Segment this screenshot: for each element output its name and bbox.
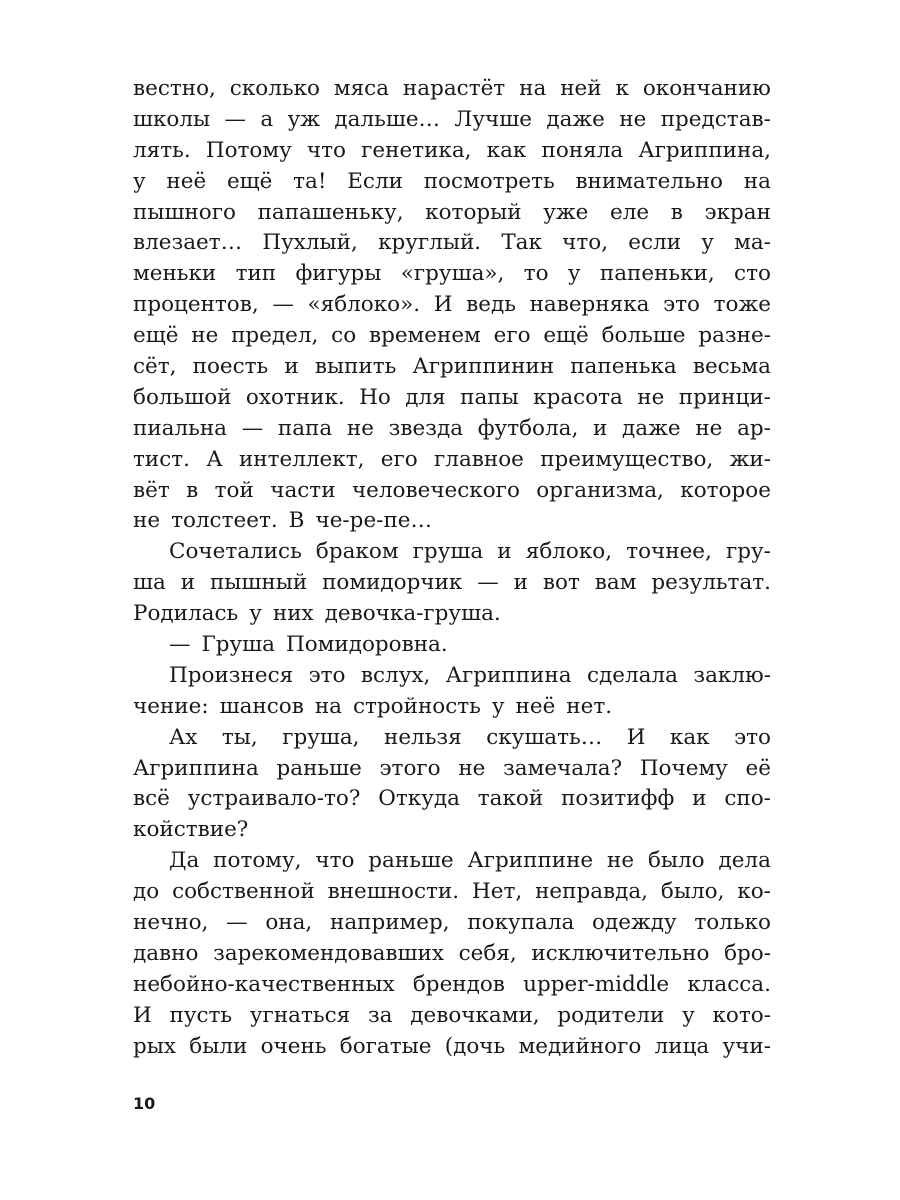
word: ведь xyxy=(466,292,516,318)
word: тист. xyxy=(133,446,190,472)
word: что xyxy=(315,848,355,874)
word: папы xyxy=(460,384,519,410)
word: давно xyxy=(133,940,199,966)
word: заклю- xyxy=(693,662,771,688)
word: нельзя xyxy=(384,724,462,750)
word: это xyxy=(734,724,771,750)
word: её xyxy=(745,755,771,781)
text-line xyxy=(133,661,771,692)
word: покупала xyxy=(467,910,575,936)
word: жи- xyxy=(729,446,771,472)
word: как xyxy=(486,137,527,163)
word: Но xyxy=(359,384,391,410)
word: браком xyxy=(315,539,399,565)
text-line xyxy=(133,568,771,599)
word: класса. xyxy=(687,971,771,997)
word: неё xyxy=(515,693,556,719)
word: сёт, xyxy=(133,354,177,380)
word: В xyxy=(288,508,305,534)
word: разне- xyxy=(698,323,771,349)
word: предел, xyxy=(231,323,319,349)
word: неправда, xyxy=(535,879,649,905)
word: Так xyxy=(501,230,542,256)
word: Потому xyxy=(205,137,292,163)
word: Агриппина, xyxy=(638,137,771,163)
word: больше xyxy=(601,323,686,349)
word: — xyxy=(477,570,499,596)
word: если xyxy=(628,230,682,256)
word: upper-middle xyxy=(523,971,670,997)
text-line xyxy=(133,228,771,259)
word: небойно-качественных xyxy=(133,971,395,997)
word: вестно, xyxy=(133,76,216,101)
word: например, xyxy=(329,910,450,936)
word: раньше xyxy=(276,755,362,781)
text-line xyxy=(133,599,771,630)
word: точнее, xyxy=(626,539,712,565)
word: и xyxy=(513,570,528,596)
word: процентов, xyxy=(133,292,259,318)
word: у xyxy=(567,261,581,287)
word: собственной xyxy=(172,879,315,905)
word: Груша xyxy=(201,632,275,658)
word: и xyxy=(497,539,512,565)
word: медийного xyxy=(518,1033,642,1059)
word: его xyxy=(493,323,531,349)
word: Ах xyxy=(169,724,198,750)
word: этого xyxy=(379,755,441,781)
word: девочками, xyxy=(410,1002,540,1028)
word: Агриппина xyxy=(445,662,572,688)
text-line xyxy=(133,815,771,846)
word: Пухлый, xyxy=(262,230,358,256)
word: Агриппинин xyxy=(412,354,555,380)
word: это xyxy=(308,662,346,688)
word: папеньки, xyxy=(599,261,715,287)
word: яблоко, xyxy=(525,539,613,565)
word: пусть xyxy=(169,1002,233,1028)
word: школы xyxy=(133,106,211,132)
word: его xyxy=(380,446,418,472)
word: папашеньку, xyxy=(257,199,404,225)
word: и xyxy=(180,570,196,596)
word: пиальна xyxy=(133,415,227,441)
word: ней xyxy=(560,76,602,101)
word: результат. xyxy=(651,570,771,596)
word: и xyxy=(692,786,707,812)
word: (дочь xyxy=(444,1033,506,1059)
page-number: 10 xyxy=(133,1094,156,1113)
word: исключительно xyxy=(531,940,710,966)
word: сто xyxy=(734,261,771,287)
word: такой xyxy=(477,786,544,812)
word: влезает… xyxy=(133,230,243,256)
word: не xyxy=(637,384,665,410)
word: охотник. xyxy=(245,384,345,410)
word: богатые xyxy=(339,1033,432,1059)
word: позитифф xyxy=(561,786,675,812)
word: футбола, xyxy=(477,415,579,441)
word: было, xyxy=(660,879,725,905)
word: папенька xyxy=(570,354,677,380)
word: потому, xyxy=(213,848,302,874)
word: ша xyxy=(133,570,166,596)
word: та! xyxy=(293,168,327,194)
word: — xyxy=(272,292,294,318)
word: у xyxy=(701,230,714,256)
word: она, xyxy=(265,910,313,936)
word: и xyxy=(284,354,299,380)
word: даже xyxy=(622,415,681,441)
word: весьма xyxy=(692,354,771,380)
word: родители xyxy=(557,1002,665,1028)
word: генетика, xyxy=(361,137,472,163)
word: них xyxy=(272,601,314,627)
text-line xyxy=(133,321,771,352)
word: койствие? xyxy=(133,817,249,843)
word: гру- xyxy=(726,539,771,565)
word: сколько xyxy=(229,76,320,101)
word: тоже xyxy=(713,292,771,318)
text-line xyxy=(133,414,771,445)
word: не xyxy=(346,415,374,441)
word: Сочетались xyxy=(169,539,302,565)
word: лять. xyxy=(133,137,191,163)
word: Нет, xyxy=(471,879,523,905)
word: выпить xyxy=(314,354,397,380)
word: который xyxy=(425,199,522,225)
word: еле xyxy=(610,199,650,225)
word: — xyxy=(169,632,191,658)
word: дальше… xyxy=(334,106,441,132)
text-line xyxy=(133,1032,771,1063)
word: нарастёт xyxy=(402,76,506,101)
word: что xyxy=(306,137,346,163)
text-line xyxy=(133,537,771,568)
text-line xyxy=(133,877,771,908)
text-line xyxy=(133,105,771,136)
word: как xyxy=(669,724,710,750)
word: помидорчик xyxy=(322,570,463,596)
text-line xyxy=(133,445,771,476)
word: фигуры xyxy=(295,261,382,287)
word: Если xyxy=(347,168,403,194)
word: себя, xyxy=(458,940,517,966)
word: за xyxy=(367,1002,393,1028)
word: девочка-груша. xyxy=(324,601,501,627)
word: что, xyxy=(562,230,609,256)
word: преимущество, xyxy=(540,446,714,472)
word: ар- xyxy=(737,415,771,441)
word: то xyxy=(523,261,549,287)
text-line xyxy=(133,74,771,105)
word: папа xyxy=(277,415,333,441)
word: не xyxy=(695,415,723,441)
word: одежду xyxy=(592,910,677,936)
word: не xyxy=(619,106,647,132)
word: принци- xyxy=(678,384,771,410)
word: И xyxy=(133,1002,152,1028)
word: Лучше xyxy=(454,106,532,132)
word: Откуда xyxy=(378,786,460,812)
word: Помидоровна. xyxy=(285,632,448,658)
word: главное xyxy=(434,446,524,472)
word: Произнеся xyxy=(169,662,294,688)
text-line xyxy=(133,754,771,785)
word: — xyxy=(224,106,247,132)
word: на xyxy=(314,693,342,719)
word: нечно, xyxy=(133,910,209,936)
word: экран xyxy=(704,199,771,225)
word: ко- xyxy=(737,879,771,905)
text-line xyxy=(133,506,771,537)
word: поесть xyxy=(192,354,269,380)
word: Почему xyxy=(639,755,728,781)
word: шансов xyxy=(219,693,304,719)
word: до xyxy=(133,879,160,905)
word: Агриппина xyxy=(133,755,259,781)
word: наверняка xyxy=(529,292,650,318)
word: не xyxy=(458,755,486,781)
word: не xyxy=(133,508,161,534)
word: временем xyxy=(368,323,481,349)
text-line xyxy=(133,136,771,167)
word: посмотреть xyxy=(423,168,555,194)
word: у xyxy=(249,601,262,627)
word: были xyxy=(189,1033,248,1059)
word: у xyxy=(682,1002,695,1028)
word: организма, xyxy=(536,477,664,503)
word: нет. xyxy=(566,693,613,719)
word: той xyxy=(214,477,254,503)
word: на xyxy=(743,168,771,194)
word: представ- xyxy=(660,106,771,132)
word: ещё xyxy=(133,323,179,349)
word: это xyxy=(663,292,700,318)
text-line xyxy=(133,692,771,723)
word: зарекомендовавших xyxy=(213,940,444,966)
text-line xyxy=(133,784,771,815)
word: толстеет. xyxy=(171,508,278,534)
word: а xyxy=(260,106,274,132)
text-line xyxy=(133,908,771,939)
word: рых xyxy=(133,1033,176,1059)
word: кото- xyxy=(712,1002,771,1028)
word: уж xyxy=(287,106,321,132)
word: не xyxy=(607,848,635,874)
word: только xyxy=(694,910,771,936)
word: интеллект, xyxy=(238,446,365,472)
word: — xyxy=(241,415,264,441)
word: устраивало-то? xyxy=(187,786,361,812)
word: груша xyxy=(412,539,484,565)
word: в xyxy=(670,199,683,225)
word: всё xyxy=(133,786,170,812)
text-line xyxy=(133,846,771,877)
word: внимательно xyxy=(575,168,723,194)
word: у xyxy=(491,693,505,719)
word: лица xyxy=(654,1033,710,1059)
word: че-ре-пе… xyxy=(315,508,432,534)
word: скушать… xyxy=(486,724,603,750)
word: большой xyxy=(133,384,232,410)
word: ещё xyxy=(226,168,273,194)
word: Да xyxy=(169,848,200,874)
word: — xyxy=(226,910,248,936)
word: пышный xyxy=(209,570,308,596)
text-line xyxy=(133,198,771,229)
word: груша, xyxy=(282,724,360,750)
text-line xyxy=(133,352,771,383)
text-line xyxy=(133,259,771,290)
word: звезда xyxy=(388,415,464,441)
word: поняла xyxy=(541,137,624,163)
word: уже xyxy=(543,199,589,225)
word: меньки xyxy=(133,261,217,287)
text-line xyxy=(133,1001,771,1032)
word: вслух, xyxy=(360,662,431,688)
word: стройность xyxy=(352,693,481,719)
word: вот xyxy=(542,570,580,596)
word: ма- xyxy=(734,230,771,256)
word: «яблоко». xyxy=(307,292,421,318)
text-line xyxy=(133,630,771,661)
word: спо- xyxy=(724,786,771,812)
word: окончанию xyxy=(642,76,771,101)
word: мяса xyxy=(333,76,390,101)
text-line xyxy=(133,723,771,754)
word: чение: xyxy=(133,693,209,719)
word: круглый. xyxy=(378,230,482,256)
word: очень xyxy=(260,1033,327,1059)
text-line xyxy=(133,383,771,414)
word: к xyxy=(615,76,629,101)
word: части xyxy=(270,477,336,503)
word: ещё xyxy=(543,323,589,349)
word: раньше xyxy=(368,848,454,874)
word: ты, xyxy=(221,724,258,750)
word: человеческого xyxy=(351,477,520,503)
word: И xyxy=(433,292,453,318)
word: сделала xyxy=(586,662,678,688)
word: тип xyxy=(235,261,277,287)
body-text xyxy=(133,74,771,1063)
word: не xyxy=(191,323,219,349)
text-line xyxy=(133,970,771,1001)
word: у xyxy=(133,168,146,194)
word: Родилась xyxy=(133,601,239,627)
word: вёт xyxy=(133,477,170,503)
word: внешности. xyxy=(327,879,460,905)
word: и xyxy=(593,415,608,441)
word: угнаться xyxy=(249,1002,351,1028)
word: дела xyxy=(718,848,771,874)
text-line xyxy=(133,167,771,198)
word: бро- xyxy=(724,940,771,966)
text-line xyxy=(133,476,771,507)
word: со xyxy=(331,323,357,349)
word: было xyxy=(647,848,705,874)
word: даже xyxy=(546,106,605,132)
word: вам xyxy=(594,570,637,596)
word: брендов xyxy=(412,971,505,997)
word: «груша», xyxy=(400,261,505,287)
word: для xyxy=(405,384,446,410)
word: красота xyxy=(533,384,623,410)
word: И xyxy=(626,724,646,750)
text-line xyxy=(133,939,771,970)
word: на xyxy=(519,76,547,101)
word: Агриппине xyxy=(467,848,594,874)
word: пышного xyxy=(133,199,236,225)
word: которое xyxy=(680,477,771,503)
text-line xyxy=(133,290,771,321)
word: в xyxy=(186,477,199,503)
word: учи- xyxy=(722,1033,771,1059)
word: неё xyxy=(166,168,207,194)
word: замечала? xyxy=(503,755,623,781)
word: А xyxy=(206,446,223,472)
